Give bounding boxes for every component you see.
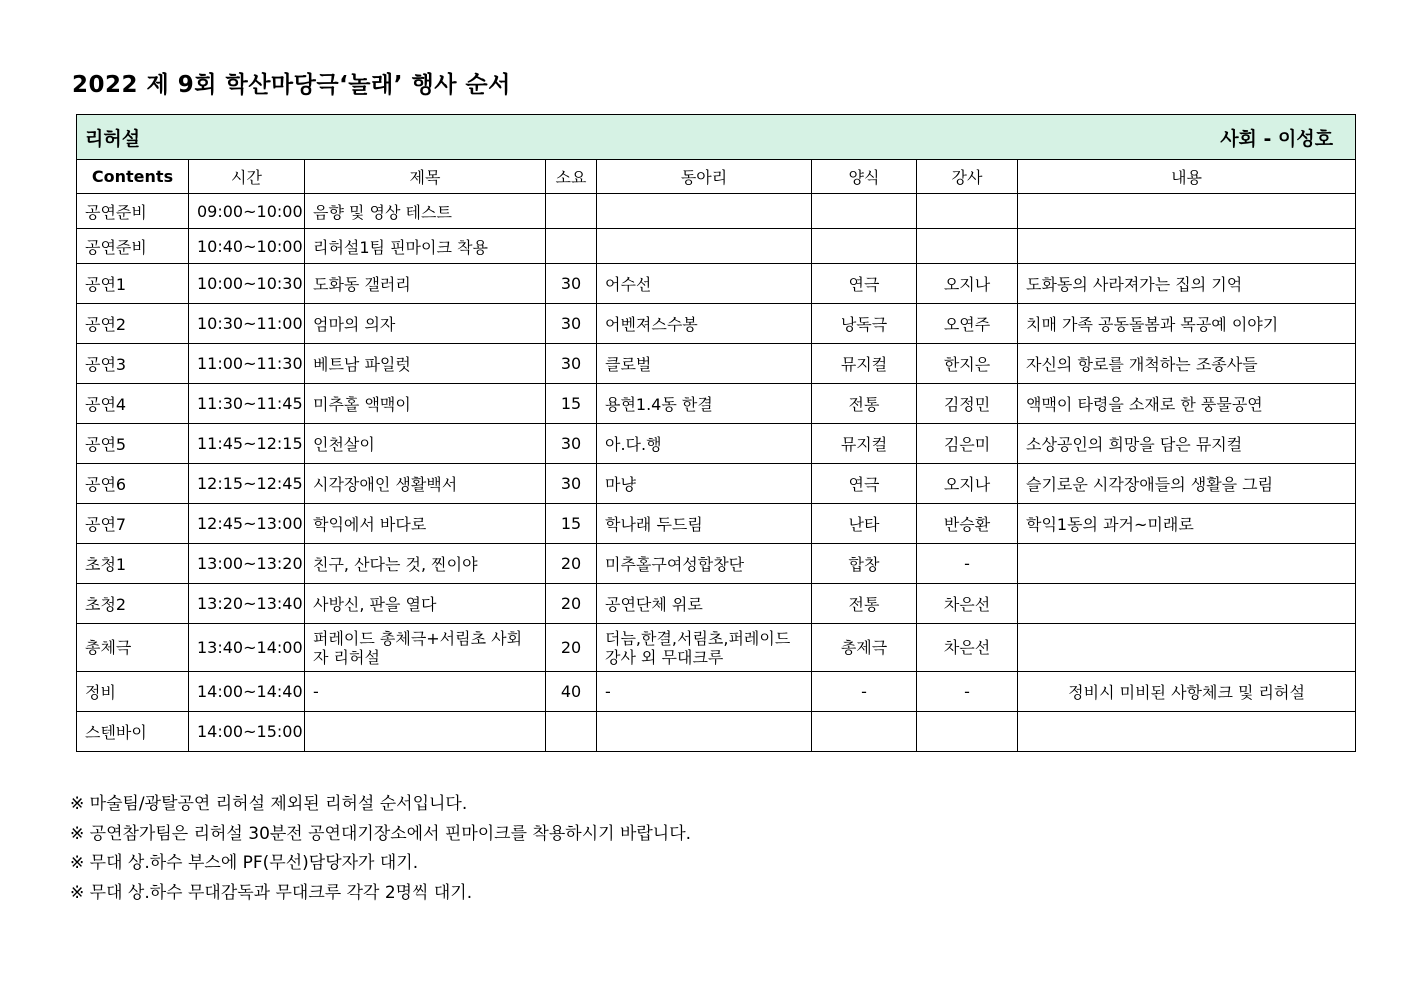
row-club [597,194,812,229]
row-club: 학나래 두드림 [597,504,812,544]
row-duration [546,194,597,229]
row-form: 난타 [812,504,917,544]
row-duration: 30 [546,344,597,384]
row-title: 인천살이 [305,424,546,464]
schedule-table [76,114,1356,752]
row-duration: 15 [546,384,597,424]
row-instructor [917,712,1018,752]
row-description [1018,194,1356,229]
header-instructor: 강사 [917,160,1018,194]
row-title: 퍼레이드 총체극+서림초 사회자 리허설 [305,624,546,672]
row-title [305,712,546,752]
row-time: 12:15~12:45 [189,464,305,504]
row-duration: 30 [546,264,597,304]
row-time: 10:30~11:00 [189,304,305,344]
row-time: 14:00~15:00 [189,712,305,752]
header-contents: Contents [77,160,189,194]
row-club: 미추홀구여성합창단 [597,544,812,584]
row-category: 공연7 [77,504,189,544]
row-title: 사방신, 판을 열다 [305,584,546,624]
table-row [77,504,1356,544]
row-instructor: 오연주 [917,304,1018,344]
row-description [1018,584,1356,624]
row-description: 도화동의 사라져가는 집의 기억 [1018,264,1356,304]
row-instructor: 차은선 [917,584,1018,624]
row-category: 공연5 [77,424,189,464]
row-form: - [812,672,917,712]
notes [70,790,691,908]
row-instructor: - [917,672,1018,712]
row-duration: 30 [546,424,597,464]
table-row [77,624,1356,672]
header-title: 제목 [305,160,546,194]
row-description: 학익1동의 과거~미래로 [1018,504,1356,544]
row-duration: 40 [546,672,597,712]
row-club: - [597,672,812,712]
row-description: 자신의 항로를 개척하는 조종사들 [1018,344,1356,384]
table-row [77,424,1356,464]
row-instructor: 김정민 [917,384,1018,424]
table-row [77,304,1356,344]
table-row [77,264,1356,304]
table-row [77,712,1356,752]
row-title: 음향 및 영상 테스트 [305,194,546,229]
row-instructor: 반승환 [917,504,1018,544]
row-form: 전통 [812,584,917,624]
row-instructor: - [917,544,1018,584]
row-instructor: 김은미 [917,424,1018,464]
row-time: 10:00~10:30 [189,264,305,304]
row-club: 어벤져스수봉 [597,304,812,344]
row-club: 마냥 [597,464,812,504]
header-club: 동아리 [597,160,812,194]
note-item: ※ 무대 상.하수 무대감독과 무대크루 각각 2명씩 대기. [70,882,473,903]
row-instructor: 차은선 [917,624,1018,672]
row-club [597,229,812,264]
row-form: 뮤지컬 [812,344,917,384]
row-description: 치매 가족 공동돌봄과 목공예 이야기 [1018,304,1356,344]
row-instructor: 오지나 [917,264,1018,304]
row-form: 낭독극 [812,304,917,344]
row-title: 도화동 갤러리 [305,264,546,304]
row-category: 공연6 [77,464,189,504]
row-club: 클로벌 [597,344,812,384]
row-category: 공연4 [77,384,189,424]
row-description [1018,544,1356,584]
header-time: 시간 [189,160,305,194]
row-instructor [917,194,1018,229]
row-club: 더늠,한결,서림초,퍼레이드 강사 외 무대크루 [597,624,812,672]
row-title: 베트남 파일럿 [305,344,546,384]
row-time: 12:45~13:00 [189,504,305,544]
row-category: 공연1 [77,264,189,304]
row-form [812,712,917,752]
row-category: 공연3 [77,344,189,384]
row-duration [546,712,597,752]
row-form: 뮤지컬 [812,424,917,464]
document-title: 2022 제 9회 학산마당극‘놀래’ 행사 순서 [72,72,511,98]
host-label: 사회 - 이성호 [1220,127,1334,150]
row-title: 리허설1팀 핀마이크 착용 [305,229,546,264]
row-form [812,229,917,264]
row-category: 초청2 [77,584,189,624]
table-row [77,544,1356,584]
table-row [77,464,1356,504]
row-time: 10:40~10:00 [189,229,305,264]
row-time: 13:40~14:00 [189,624,305,672]
header-form: 양식 [812,160,917,194]
row-form: 합창 [812,544,917,584]
row-time: 11:45~12:15 [189,424,305,464]
table-header-row [77,160,1356,194]
row-duration: 20 [546,624,597,672]
row-club [597,712,812,752]
row-duration: 20 [546,584,597,624]
row-description: 소상공인의 희망을 담은 뮤지컬 [1018,424,1356,464]
table-row [77,584,1356,624]
row-description: 정비시 미비된 사항체크 및 리허설 [1018,672,1356,712]
table-row [77,672,1356,712]
row-title: 학익에서 바다로 [305,504,546,544]
row-title: 시각장애인 생활백서 [305,464,546,504]
table-row [77,194,1356,229]
row-duration: 30 [546,304,597,344]
note-item: ※ 공연참가팀은 리허설 30분전 공연대기장소에서 핀마이크를 착용하시기 바랍니다. [70,823,692,844]
row-description [1018,712,1356,752]
row-category: 스텐바이 [77,712,189,752]
banner-label: 리허설 [85,127,141,150]
row-category: 공연준비 [77,194,189,229]
row-form [812,194,917,229]
row-title: 엄마의 의자 [305,304,546,344]
row-category: 초청1 [77,544,189,584]
row-form: 연극 [812,264,917,304]
row-time: 11:30~11:45 [189,384,305,424]
row-club: 어수선 [597,264,812,304]
header-description: 내용 [1018,160,1356,194]
row-title: 미추홀 액맥이 [305,384,546,424]
row-instructor: 한지은 [917,344,1018,384]
row-instructor: 오지나 [917,464,1018,504]
row-club: 공연단체 위로 [597,584,812,624]
row-duration: 30 [546,464,597,504]
row-category: 정비 [77,672,189,712]
row-time: 14:00~14:40 [189,672,305,712]
note-item: ※ 무대 상.하수 부스에 PF(무선)담당자가 대기. [70,853,419,873]
row-description: 액맥이 타령을 소재로 한 풍물공연 [1018,384,1356,424]
note-item: ※ 마술팀/광탈공연 리허설 제외된 리허설 순서입니다. [70,794,468,814]
row-club: 용현1.4동 한결 [597,384,812,424]
row-title: 친구, 산다는 것, 찐이야 [305,544,546,584]
table-row [77,229,1356,264]
row-form: 전통 [812,384,917,424]
rehearsal-banner [77,115,1356,160]
row-description [1018,229,1356,264]
row-duration [546,229,597,264]
row-duration: 20 [546,544,597,584]
row-category: 공연준비 [77,229,189,264]
row-duration: 15 [546,504,597,544]
row-description: 슬기로운 시각장애들의 생활을 그림 [1018,464,1356,504]
row-category: 공연2 [77,304,189,344]
row-description [1018,624,1356,672]
row-time: 09:00~10:00 [189,194,305,229]
row-form: 총제극 [812,624,917,672]
row-time: 13:00~13:20 [189,544,305,584]
row-club: 아.다.행 [597,424,812,464]
row-time: 11:00~11:30 [189,344,305,384]
row-category: 총체극 [77,624,189,672]
row-title: - [305,672,546,712]
table-row [77,384,1356,424]
row-instructor [917,229,1018,264]
table-row [77,344,1356,384]
row-time: 13:20~13:40 [189,584,305,624]
row-form: 연극 [812,464,917,504]
header-duration: 소요 [546,160,597,194]
